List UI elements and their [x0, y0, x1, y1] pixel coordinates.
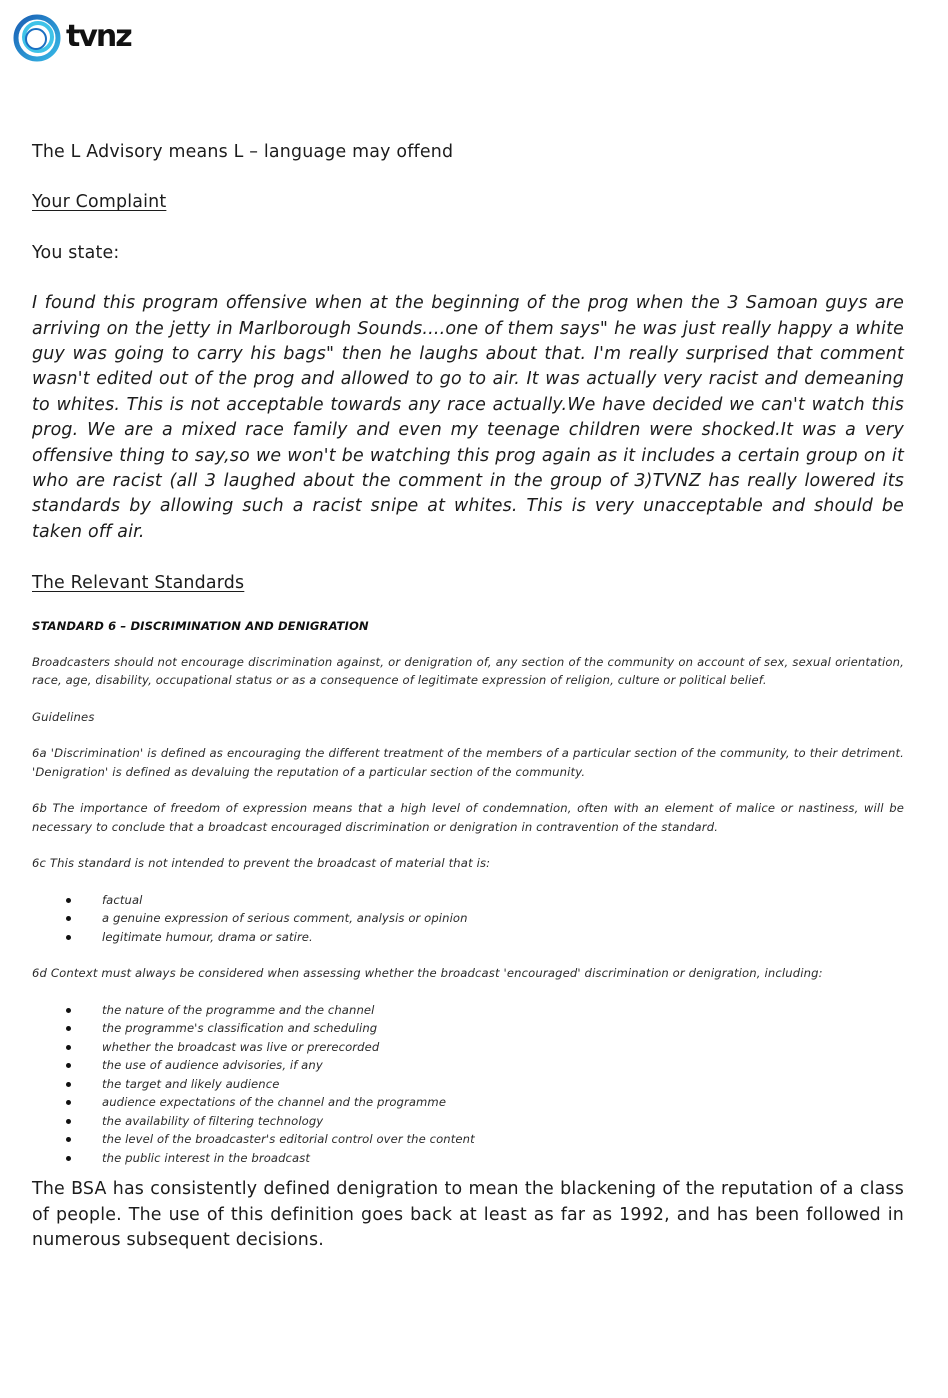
bullet-icon	[66, 1119, 71, 1124]
list-item: the public interest in the broadcast	[32, 1149, 904, 1168]
guideline-6d-list	[32, 1001, 904, 1168]
list-item: the programme's classification and scheduling	[32, 1019, 904, 1038]
guideline-6a: 6a 'Discrimination' is defined as encouraging the different treatment of the members of a particular section of the community, to their detriment. 'Denigration' is defined as devaluing the reputation of a particular section of the community.	[32, 746, 904, 779]
list-item: the availability of filtering technology	[32, 1112, 904, 1131]
standard-6-text: Broadcasters should not encourage discrimination against, or denigration of, any section of the community on account of sex, sexual orientation, race, age, disability, occupational status or as a consequence of legitimate expression of religion, culture or political belief.	[32, 654, 904, 688]
guideline-6c-list	[32, 891, 904, 947]
list-item: whether the broadcast was live or prerecorded	[32, 1038, 904, 1057]
list-item: audience expectations of the channel and the programme	[32, 1093, 904, 1112]
list-item: the level of the broadcaster's editorial control over the content	[32, 1130, 904, 1149]
guideline-6c: 6c This standard is not intended to prevent the broadcast of material that is:	[32, 856, 491, 871]
guidelines-label: Guidelines	[32, 709, 95, 724]
document-body	[32, 140, 904, 1253]
list-item: a genuine expression of serious comment, analysis or opinion	[32, 909, 904, 928]
closing-paragraph: The BSA has consistently defined denigration to mean the blackening of the reputation of a class of people. The use of this definition goes back at least as far as 1992, and has been followed in numerous subsequent decisions.	[32, 1179, 904, 1250]
bullet-icon	[66, 1082, 71, 1087]
list-item: the nature of the programme and the channel	[32, 1001, 904, 1020]
tvnz-ring-icon	[12, 13, 62, 63]
bullet-icon	[66, 1137, 71, 1142]
complaint-heading: Your Complaint	[32, 192, 167, 213]
list-item: the target and likely audience	[32, 1075, 904, 1094]
standards-heading: The Relevant Standards	[32, 573, 245, 594]
list-item: factual	[32, 891, 904, 910]
advisory-line: The L Advisory means L – language may offend	[32, 142, 454, 162]
list-item: the use of audience advisories, if any	[32, 1056, 904, 1075]
complaint-text: I found this program offensive when at the beginning of the prog when the 3 Samoan guys are arriving on the jetty in Marlborough Sounds....one of them says" he was just really happy a white guy was going to carry his bags" then he laughs about that. I'm really surprised that comment wasn't edited out of the prog and allowed to go to air. It was actually very racist and demeaning to whites. This is not acceptable towards any race actually.We have decided we can't watch this prog. We are a mixed race family and even my teenage children were shocked.It was a very offensive thing to say,so we won't be watching this prog again as it includes a certain group on it who are racist (all 3 laughed about the comment in the group of 3)TVNZ has really lowered its standards by allowing such a racist snipe at whites. This is very unacceptable and should be taken off air.	[32, 293, 904, 542]
guideline-6d: 6d Context must always be considered when assessing whether the broadcast 'encouraged' discrimination or denigration, including:	[32, 966, 823, 981]
bullet-icon	[66, 1156, 71, 1161]
tvnz-logo	[12, 12, 131, 64]
bullet-icon	[66, 935, 71, 940]
standard-6-title: STANDARD 6 – DISCRIMINATION AND DENIGRATION	[32, 618, 369, 633]
bullet-icon	[66, 1008, 71, 1013]
you-state-label: You state:	[32, 242, 120, 263]
bullet-icon	[66, 898, 71, 903]
tvnz-wordmark: tvnz	[66, 18, 131, 54]
bullet-icon	[66, 1026, 71, 1031]
bullet-icon	[66, 1063, 71, 1068]
bullet-icon	[66, 916, 71, 921]
guideline-6b: 6b The importance of freedom of expression means that a high level of condemnation, often with an element of malice or nastiness, will be necessary to conclude that a broadcast encouraged discrimination or denigration in contravention of the standard.	[32, 801, 904, 834]
bullet-icon	[66, 1045, 71, 1050]
list-item: legitimate humour, drama or satire.	[32, 928, 904, 947]
bullet-icon	[66, 1100, 71, 1105]
